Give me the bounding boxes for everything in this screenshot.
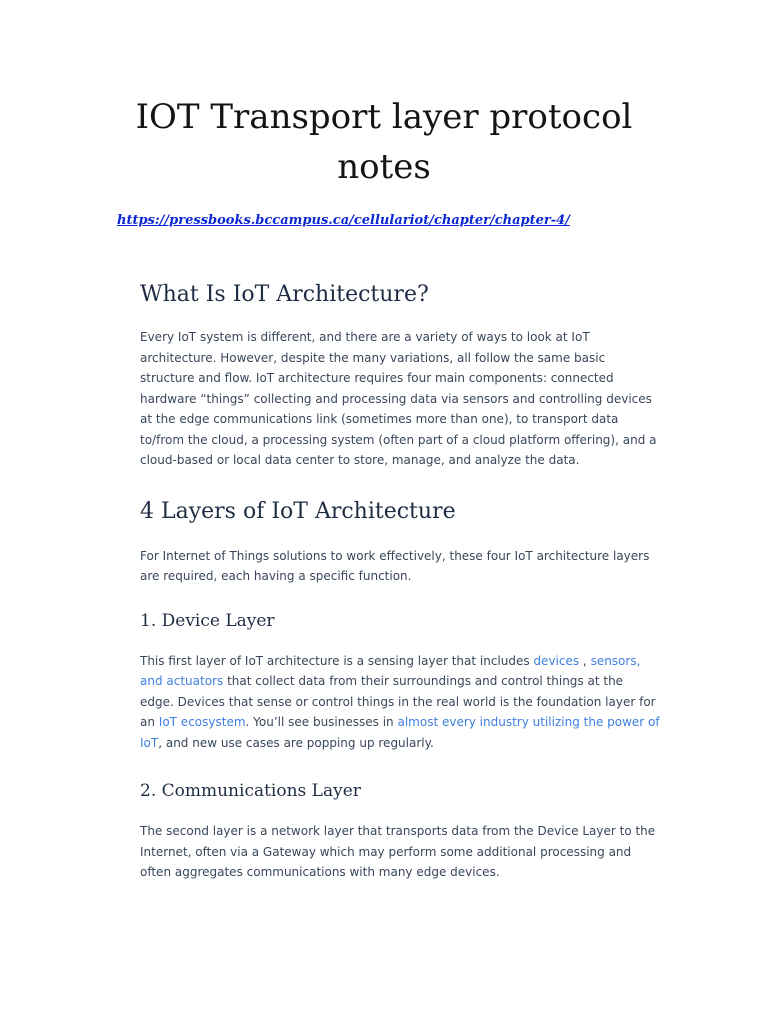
devices-link[interactable]: devices [533, 653, 580, 668]
layers-heading: 4 Layers of IoT Architecture [140, 498, 456, 524]
device-layer-text-1: This first layer of IoT architecture is a sensing layer that includes [140, 653, 534, 668]
communications-layer-paragraph: The second layer is a network layer that transports data from the Device Layer to the Internet, often via a Gateway which may perform some additional processing and often aggregates communications with many edge devices. [140, 824, 656, 879]
document-title: IOT Transport layer protocol notes [135, 97, 633, 187]
communications-layer-heading: 2. Communications Layer [140, 781, 361, 801]
device-layer-text-3: that collect data from their surroundings and control things at the edge. Devices that sense or control things in the real world is the foundation layer for an [140, 674, 656, 729]
source-link[interactable]: https://pressbooks.bccampus.ca/cellulariot/chapter/chapter-4/ [117, 213, 570, 228]
document-body [140, 278, 660, 883]
device-layer-paragraph [140, 651, 660, 754]
layers-paragraph: For Internet of Things solutions to work effectively, these four IoT architecture layers are required, each having a specific function. [140, 548, 650, 583]
iot-ecosystem-link[interactable]: IoT ecosystem [158, 715, 246, 729]
device-layer-text-4: . You’ll see businesses in [245, 715, 398, 729]
device-layer-heading: 1. Device Layer [140, 610, 275, 631]
architecture-paragraph: Every IoT system is different, and there are a variety of ways to look at IoT architecture. However, despite the many variations, all follow the same basic structure and flow. IoT architecture requires four main components: connected hardware “things” collecting and processing data via sensors and controlling devices at the edge communications link (sometimes more than one), to transport data to/from the cloud, a processing system (often part of a cloud platform offering), and a cloud-based or local data center to store, manage, and analyze the data. [140, 330, 657, 467]
device-layer-text-2: , [579, 653, 591, 668]
sensors-actuators-link[interactable]: sensors, and actuators [140, 653, 641, 688]
device-layer-text-5: , and new use cases are popping up regularly. [158, 735, 434, 750]
architecture-heading: What Is IoT Architecture? [140, 282, 429, 307]
industry-iot-link[interactable]: almost every industry utilizing the power of IoT [140, 715, 660, 750]
